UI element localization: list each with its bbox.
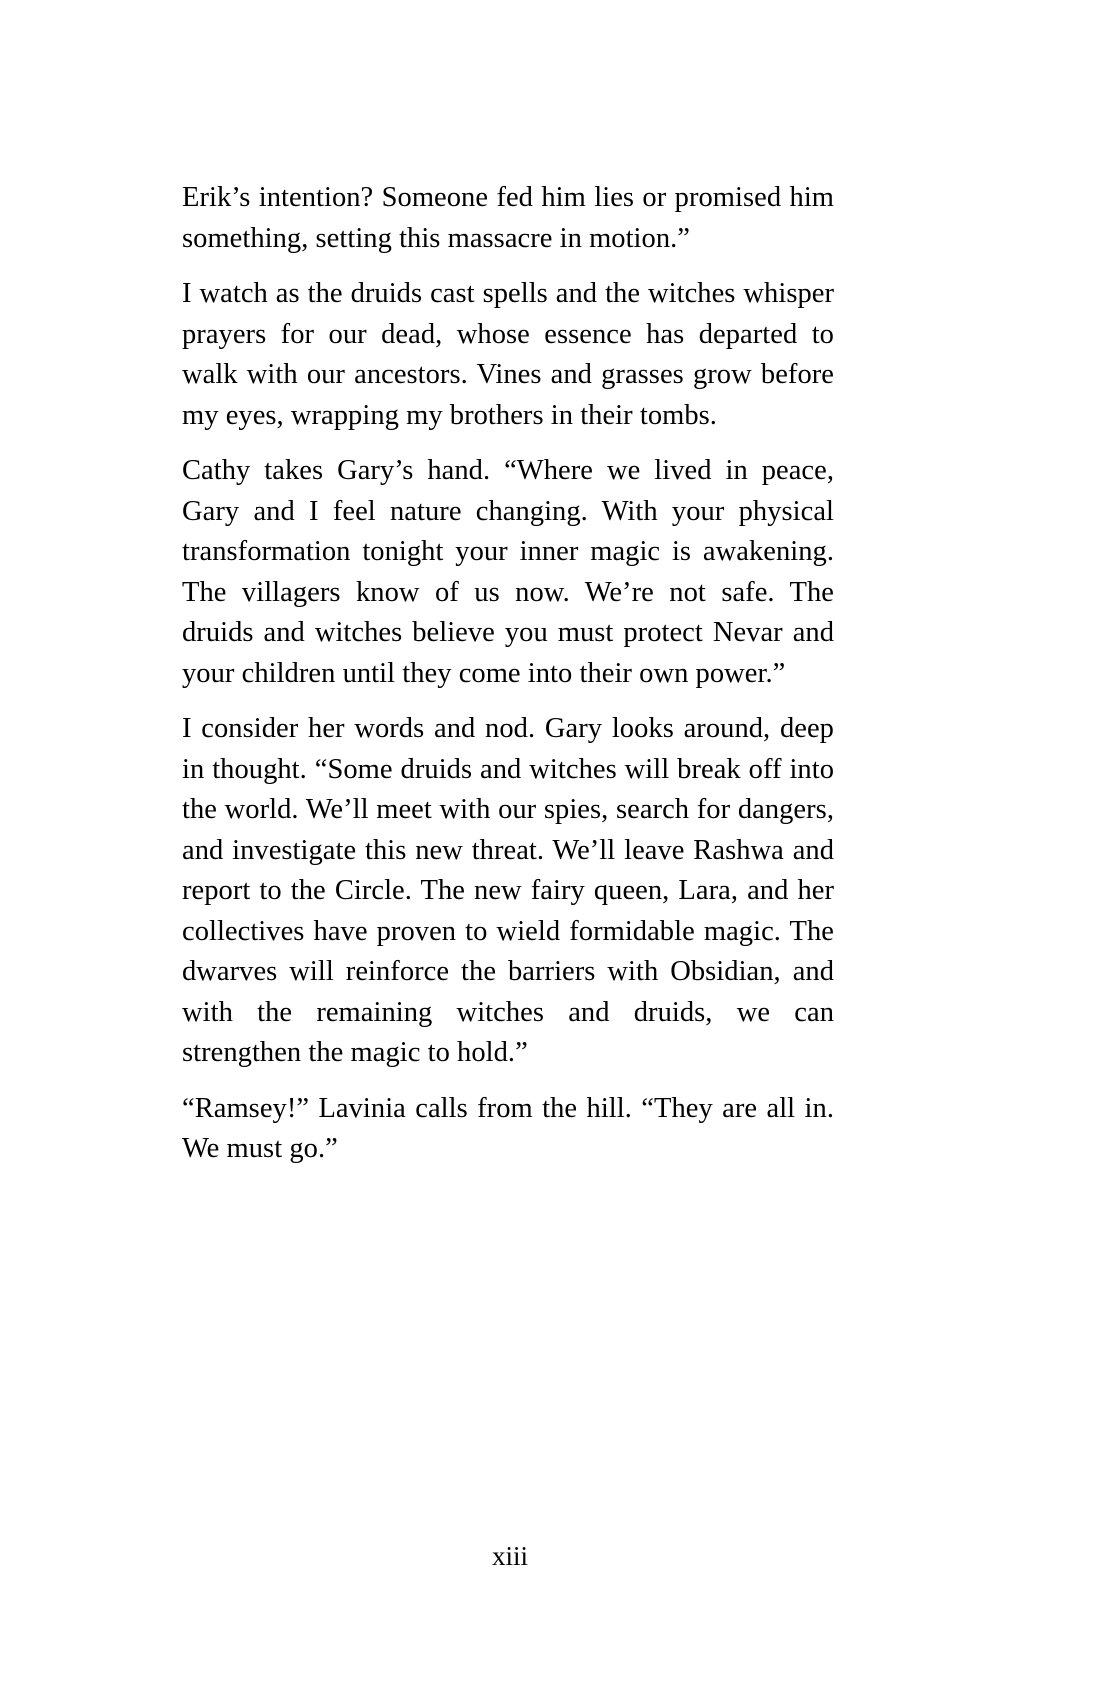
page-number: xiii (491, 1541, 528, 1571)
page-text-block (182, 178, 834, 1170)
paragraph: I consider her words and nod. Gary looks around, deep in thought. “Some druids and witches will break off into the world. We’ll meet with our spies, search for dangers, and investigate this new threat. We’ll leave Rashwa and report to the Circle. The new fairy queen, Lara, and her collectives have proven to wield formidable magic. The dwarves will reinforce the barriers with Obsidian, and with the remaining witches and druids, we can strengthen the magic to hold.” (182, 713, 834, 1068)
paragraph: “Ramsey!” Lavinia calls from the hill. “They are all in. We must go.” (182, 1092, 834, 1164)
paragraph: I watch as the druids cast spells and the witches whisper prayers for our dead, whose essence has departed to walk with our ancestors. Vines and grasses grow before my eyes, wrapping my brothers in their tombs. (182, 278, 834, 431)
paragraph: Cathy takes Gary’s hand. “Where we lived in peace, Gary and I feel nature changing. With your physical transformation tonight your inner magic is awakening. The villagers know of us now. We’re not safe. The druids and witches believe you must protect Nevar and your children until they come into their own power.” (182, 455, 834, 689)
paragraph: Erik’s intention? Someone fed him lies or promised him something, setting this massacre in motion.” (182, 182, 834, 254)
